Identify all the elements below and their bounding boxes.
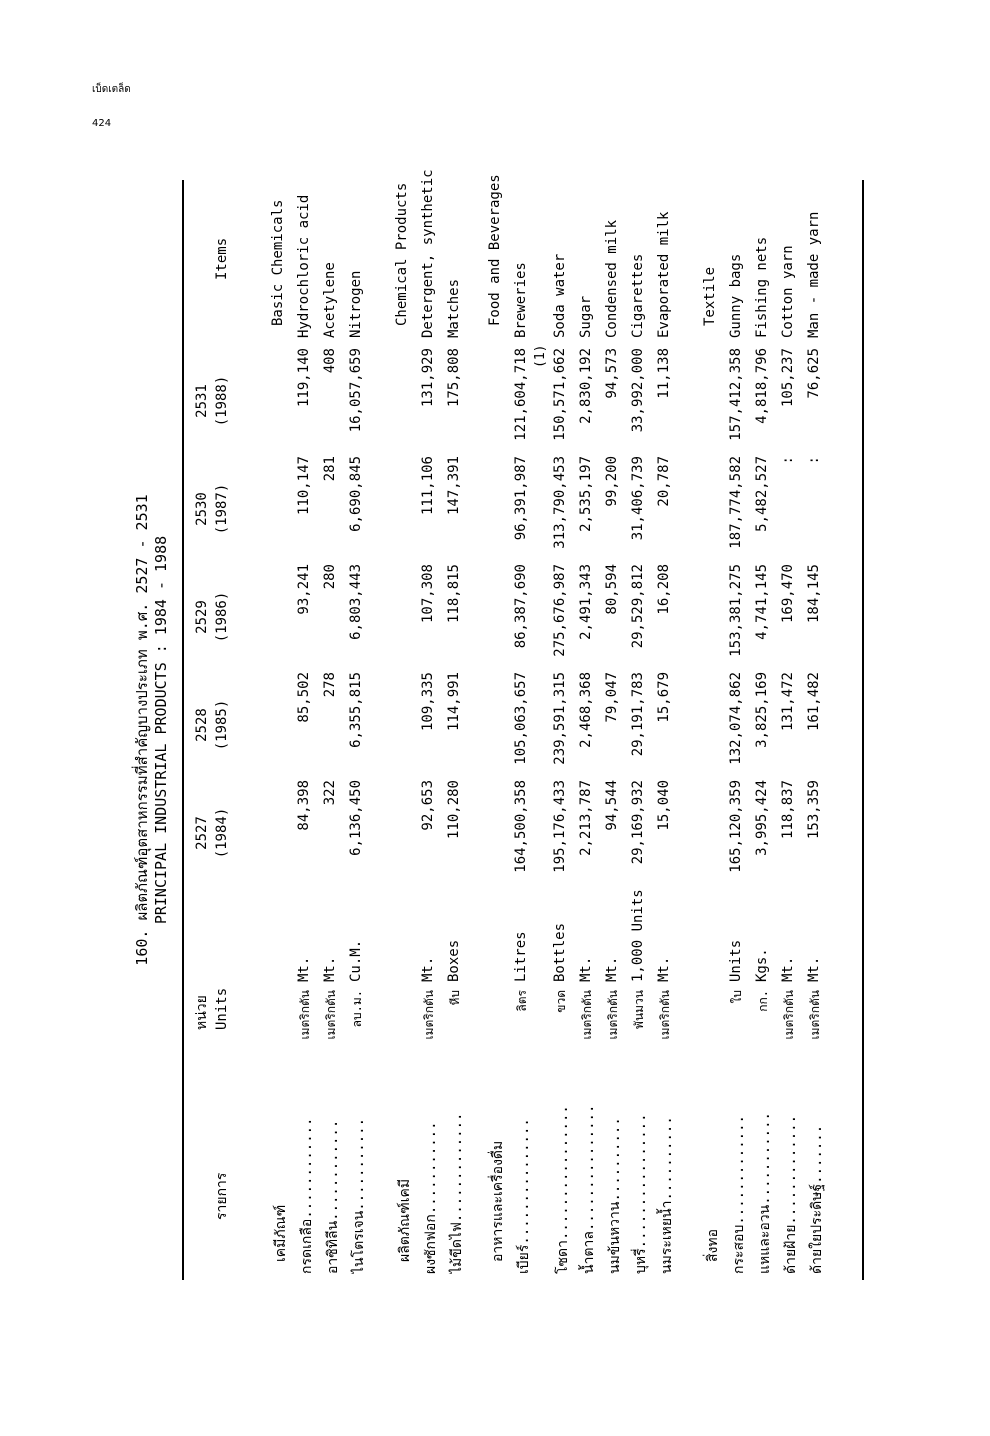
table-row	[294, 180, 318, 1280]
value-cell: 153,359	[806, 780, 822, 840]
value-cell: 278	[322, 672, 338, 698]
unit-english: Mt.	[578, 956, 594, 982]
year-be: 2528	[194, 708, 210, 742]
table-row	[778, 180, 802, 1280]
value-cell: 275,676,987	[552, 564, 568, 657]
value-cell: 121,604,718	[513, 348, 529, 441]
value-cell: 239,591,315	[552, 672, 568, 765]
year-be: 2531	[194, 384, 210, 418]
item-label-english: Condensed milk	[604, 219, 620, 338]
value-cell: 114,991	[446, 672, 462, 732]
value-cell: 118,815	[446, 564, 462, 624]
unit-thai: หีบ	[448, 990, 462, 1006]
year-ce: (1985)	[214, 699, 230, 751]
item-label-english: Soda water	[552, 253, 568, 338]
item-label-thai: นมข้นหวาน..........	[607, 1117, 623, 1274]
section-label-english: Basic Chemicals	[270, 199, 286, 326]
value-cell: 119,140	[296, 348, 312, 408]
value-cell: 164,500,358	[513, 780, 529, 873]
item-label-thai: ไนโตรเจน...........	[351, 1117, 367, 1274]
section-label-thai: อาหารและเครื่องดื่ม	[490, 1140, 506, 1262]
year-be: 2529	[194, 600, 210, 634]
unit-thai: ลบ.ม.	[350, 990, 364, 1028]
year-be: 2530	[194, 492, 210, 526]
value-cell: 80,594	[604, 564, 620, 615]
item-label-thai: น้ำตาล...............	[581, 1104, 597, 1274]
unit-thai: เมตริกตัน	[606, 990, 620, 1040]
value-cell: 29,169,932	[630, 780, 646, 865]
value-cell: 105,063,657	[513, 672, 529, 765]
col-header-item-english: Items	[214, 237, 230, 280]
value-cell: 175,808	[446, 348, 462, 408]
item-label-english: Matches	[446, 278, 462, 338]
value-cell: 187,774,582	[728, 456, 744, 549]
unit-english: Bottles	[552, 922, 568, 982]
table-row	[752, 180, 776, 1280]
value-cell: 92,653	[420, 780, 436, 831]
col-header-year	[192, 778, 232, 888]
item-label-thai: นมระเหยน้ำ..........	[659, 1116, 675, 1274]
value-cell: 16,057,659	[348, 348, 364, 433]
value-cell: 408	[322, 348, 338, 374]
table-row	[726, 180, 750, 1280]
unit-thai: ขวด	[554, 990, 568, 1013]
table-title-thai: 160. ผลิตภัณฑ์อุตสาหกรรมที่สำคัญบางประเภท พ.ศ. 2527 - 2531	[133, 494, 151, 966]
item-label-english: Evaporated milk	[656, 211, 672, 338]
value-cell: 184,145	[806, 564, 822, 624]
table-row	[628, 180, 652, 1280]
value-cell: 86,387,690	[513, 564, 529, 649]
item-label-english: Nitrogen	[348, 270, 364, 338]
value-cell: 5,482,527	[754, 456, 770, 532]
unit-english: Cu.M.	[348, 939, 364, 982]
table-row	[654, 180, 678, 1280]
value-cell: 6,355,815	[348, 672, 364, 748]
unit-thai: เมตริกตัน	[580, 990, 594, 1040]
table-row	[804, 180, 828, 1280]
table-row	[444, 180, 468, 1280]
item-label-english: Hydrochloric acid	[296, 194, 312, 338]
value-cell: 99,200	[604, 456, 620, 507]
running-header: เบ็ดเตล็ด	[92, 84, 131, 95]
year-ce: (1987)	[214, 483, 230, 535]
year-ce: (1984)	[214, 807, 230, 859]
col-header-year	[192, 454, 232, 564]
value-cell: 2,830,192	[578, 348, 594, 424]
table-row	[602, 180, 626, 1280]
item-label-english: Sugar	[578, 295, 594, 338]
section-label-english: Textile	[702, 266, 718, 326]
value-cell: 29,191,783	[630, 672, 646, 757]
table-row	[418, 169, 442, 1280]
value-cell: 6,136,450	[348, 780, 364, 856]
value-cell: 79,047	[604, 672, 620, 723]
value-cell: 2,213,787	[578, 780, 594, 856]
item-label-english: Cigarettes	[630, 253, 646, 338]
unit-english: Mt.	[420, 956, 436, 982]
unit-english: 1,000 Units	[630, 889, 646, 982]
value-cell: 105,237	[780, 348, 796, 408]
value-cell: 29,529,812	[630, 564, 646, 649]
value-cell: 2,535,197	[578, 456, 594, 532]
section-row	[700, 180, 724, 1280]
unit-english: Kgs.	[754, 948, 770, 982]
item-label-thai: โซดา................	[555, 1105, 571, 1274]
unit-thai: เมตริกตัน	[324, 990, 338, 1040]
table-row	[550, 180, 574, 1280]
table-row	[511, 180, 548, 1280]
value-cell: 16,208	[656, 564, 672, 615]
value-cell: 157,412,358	[728, 348, 744, 441]
unit-thai: พันมวน	[632, 990, 646, 1029]
value-cell: 94,544	[604, 780, 620, 831]
section-row	[268, 180, 292, 1280]
value-cell: 131,929	[420, 348, 436, 408]
value-cell: 280	[322, 564, 338, 590]
value-cell: 161,482	[806, 672, 822, 732]
value-cell: 109,335	[420, 672, 436, 732]
page-number: 424	[92, 118, 112, 129]
item-label-english: Breweries	[513, 262, 529, 338]
unit-english: Mt.	[604, 956, 620, 982]
unit-english: Boxes	[446, 939, 462, 982]
section-row	[392, 180, 416, 1280]
unit-thai: เมตริกตัน	[808, 990, 822, 1040]
unit-thai: เมตริกตัน	[658, 990, 672, 1040]
unit-english: Mt.	[806, 956, 822, 982]
value-cell: 33,992,000	[630, 348, 646, 433]
section-label-thai: สิ่งทอ	[705, 1228, 721, 1262]
unit-english: Units	[728, 939, 744, 982]
rotated-table-page	[130, 169, 900, 1280]
value-cell: 169,470	[780, 564, 796, 624]
value-cell: 15,040	[656, 780, 672, 831]
item-label-thai: เบียร์...............	[516, 1118, 532, 1274]
value-cell: 2,491,343	[578, 564, 594, 640]
section-row	[485, 174, 509, 1280]
col-header-unit-english: Units	[214, 987, 230, 1030]
section-label-english: Food and Beverages	[487, 174, 503, 326]
item-label-thai: แหและอวน...........	[757, 1112, 773, 1274]
footnote-marker: (1)	[533, 344, 548, 368]
value-cell: 15,679	[656, 672, 672, 723]
item-label-thai: ไม้ขีดไฟ.............	[449, 1112, 465, 1274]
value-cell: 132,074,862	[728, 672, 744, 765]
col-header-item-thai: รายการ	[214, 1172, 230, 1220]
value-cell: 85,502	[296, 672, 312, 723]
value-cell: 11,138	[656, 348, 672, 399]
item-label-thai: กรดเกลือ............	[299, 1117, 315, 1274]
value-cell: 96,391,987	[513, 456, 529, 541]
value-cell: 4,741,145	[754, 564, 770, 640]
unit-thai: กก.	[756, 990, 770, 1012]
value-cell: 150,571,662	[552, 348, 568, 441]
value-cell: 147,391	[446, 456, 462, 516]
section-label-thai: ผลิตภัณฑ์เคมี	[397, 1178, 413, 1262]
value-cell: 118,837	[780, 780, 796, 840]
value-cell: 313,790,453	[552, 456, 568, 549]
unit-thai: เมตริกตัน	[422, 990, 436, 1040]
item-label-english: Detergent, synthetic	[420, 169, 436, 338]
value-cell: 322	[322, 780, 338, 806]
unit-thai: เมตริกตัน	[298, 990, 312, 1040]
unit-english: Mt.	[296, 956, 312, 982]
item-label-english: Acetylene	[322, 262, 338, 338]
value-cell: 76,625	[806, 348, 822, 399]
unit-english: Mt.	[322, 956, 338, 982]
value-cell: 4,818,796	[754, 348, 770, 424]
unit-thai: ลิตร	[515, 990, 529, 1012]
table-row	[346, 180, 370, 1280]
value-cell: 20,787	[656, 456, 672, 507]
item-label-thai: ผงซักฟอก...........	[423, 1121, 439, 1274]
bottom-rule	[862, 180, 864, 1280]
section-label-thai: เคมีภัณฑ์	[273, 1204, 289, 1262]
year-ce: (1988)	[214, 375, 230, 427]
col-header-year	[192, 562, 232, 672]
value-cell: 111,106	[420, 456, 436, 516]
value-cell: 6,803,443	[348, 564, 364, 640]
unit-english: Mt.	[656, 956, 672, 982]
item-label-thai: บุหรี่................	[633, 1113, 649, 1274]
item-label-english: Gunny bags	[728, 253, 744, 338]
col-header-unit-thai: หน่วย	[194, 995, 210, 1030]
item-label-thai: อาซิทิลีน............	[325, 1119, 341, 1274]
item-label-english: Man - made yarn	[806, 211, 822, 338]
value-cell: 93,241	[296, 564, 312, 615]
unit-english: Mt.	[780, 956, 796, 982]
value-cell: 131,472	[780, 672, 796, 732]
col-header-year	[192, 670, 232, 780]
year-be: 2527	[194, 816, 210, 850]
value-cell: 110,147	[296, 456, 312, 516]
unit-thai: เมตริกตัน	[782, 990, 796, 1040]
year-ce: (1986)	[214, 591, 230, 643]
unit-english: Litres	[513, 931, 529, 982]
value-cell: 3,825,169	[754, 672, 770, 748]
value-cell: 110,280	[446, 780, 462, 840]
section-label-english: Chemical Products	[394, 182, 410, 326]
value-cell: 6,690,845	[348, 456, 364, 532]
value-cell: 84,398	[296, 780, 312, 831]
value-cell: 31,406,739	[630, 456, 646, 541]
value-cell: 94,573	[604, 348, 620, 399]
value-cell: 153,381,275	[728, 564, 744, 657]
col-header-year	[192, 346, 232, 456]
top-rule	[182, 180, 184, 1280]
item-label-thai: ด้ายฝ้าย.............	[783, 1115, 799, 1274]
value-cell: :	[806, 456, 822, 465]
unit-thai: ใบ	[730, 990, 744, 1004]
table-title-english: PRINCIPAL INDUSTRIAL PRODUCTS : 1984 - 1988	[152, 535, 170, 925]
item-label-thai: กระสอบ.............	[731, 1115, 747, 1274]
value-cell: 2,468,368	[578, 672, 594, 748]
item-label-thai: ด้ายใยประดิษฐ์.......	[809, 1124, 825, 1274]
value-cell: 3,995,424	[754, 780, 770, 856]
table-row	[576, 180, 600, 1280]
table-row	[320, 180, 344, 1280]
item-label-english: Cotton yarn	[780, 245, 796, 338]
value-cell: 107,308	[420, 564, 436, 624]
value-cell: 195,176,433	[552, 780, 568, 873]
value-cell: 281	[322, 456, 338, 482]
col-header-unit	[192, 988, 232, 1030]
item-label-english: Fishing nets	[754, 236, 770, 338]
value-cell: 165,120,359	[728, 780, 744, 873]
value-cell: :	[780, 456, 796, 465]
